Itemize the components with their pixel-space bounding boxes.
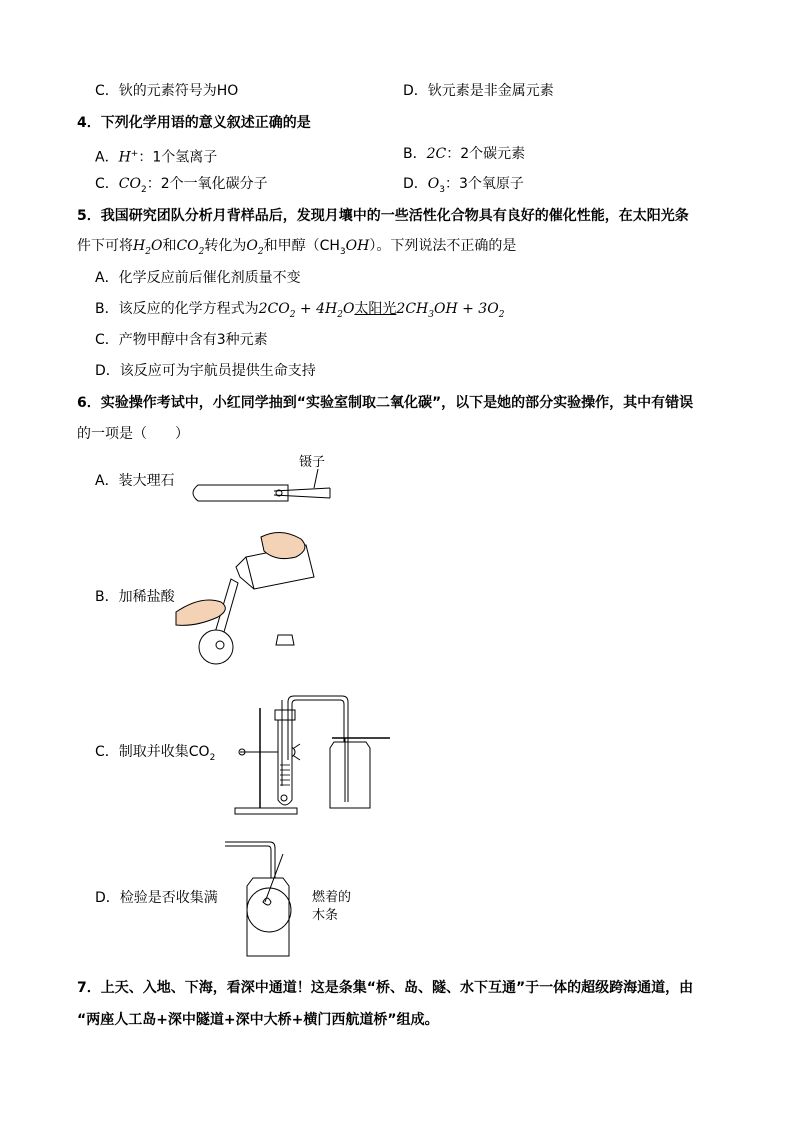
q7-stem-line1: 7．上天、入地、下海，看深中通道！这是条集“桥、岛、隧、水下互通”于一体的超级跨海通道，由	[77, 980, 694, 996]
q4-option-b: B．2C：2个碳元素	[403, 146, 526, 162]
q6-stem-line1: 6．实验操作考试中，小红同学抽到“实验室制取二氧化碳”，以下是她的部分实验操作，其中有错误	[77, 395, 694, 411]
q3-option-c: C．钬的元素符号为HO	[95, 83, 239, 99]
q5-stem-line2: 件下可将$H_2O$和$CO_2$转化为$O_2$和甲醇$(CH_3OH)$。下列说法不正确的是	[77, 238, 517, 257]
q5-option-d: D．该反应可为宇航员提供生命支持	[95, 363, 316, 379]
burning-splint-label-line2: 木条	[312, 908, 339, 923]
q5-option-b: B．该反应的化学方程式为$2CO_2 + 4H_2O$太阳光$2CH_3OH + 3O_2$	[95, 301, 505, 320]
q5-option-c: C．产物甲醇中含有3种元素	[95, 332, 268, 348]
reaction-condition: 太阳光	[354, 301, 397, 317]
burning-splint-test-figure	[225, 840, 305, 958]
q6-option-a: A．装大理石	[95, 473, 175, 489]
q4-stem: 4．下列化学用语的意义叙述正确的是	[77, 115, 311, 131]
pouring-acid-figure	[176, 527, 336, 667]
q6-stem-line2: 的一项是（ ）	[77, 426, 189, 442]
q5-stem-line1: 5．我国研究团队分析月背样品后，发现月壤中的一些活性化合物具有良好的催化性能，在太阳光条	[77, 208, 689, 224]
q6-option-d: D．检验是否收集满	[95, 890, 218, 906]
q6-option-b: B．加稀盐酸	[95, 589, 175, 605]
q4-option-d: D．$O_3$：3个氧原子	[403, 176, 524, 195]
burning-splint-label-line1: 燃着的	[312, 890, 352, 905]
q4-option-c: C．$CO_2$：2个一氧化碳分子	[95, 176, 268, 195]
q5-option-a: A．化学反应前后催化剂质量不变	[95, 270, 301, 286]
q7-stem-line2: “两座人工岛+深中隧道+深中大桥+横门西航道桥”组成。	[77, 1012, 439, 1028]
q4-option-a: A．H+：1个氢离子	[95, 149, 218, 166]
q3-option-d: D．钬元素是非金属元素	[403, 83, 554, 99]
co2-generation-apparatus-figure	[230, 690, 390, 820]
tweezers-label: 镊子	[299, 455, 326, 470]
q6-option-c: C．制取并收集$CO_2$	[95, 744, 216, 763]
